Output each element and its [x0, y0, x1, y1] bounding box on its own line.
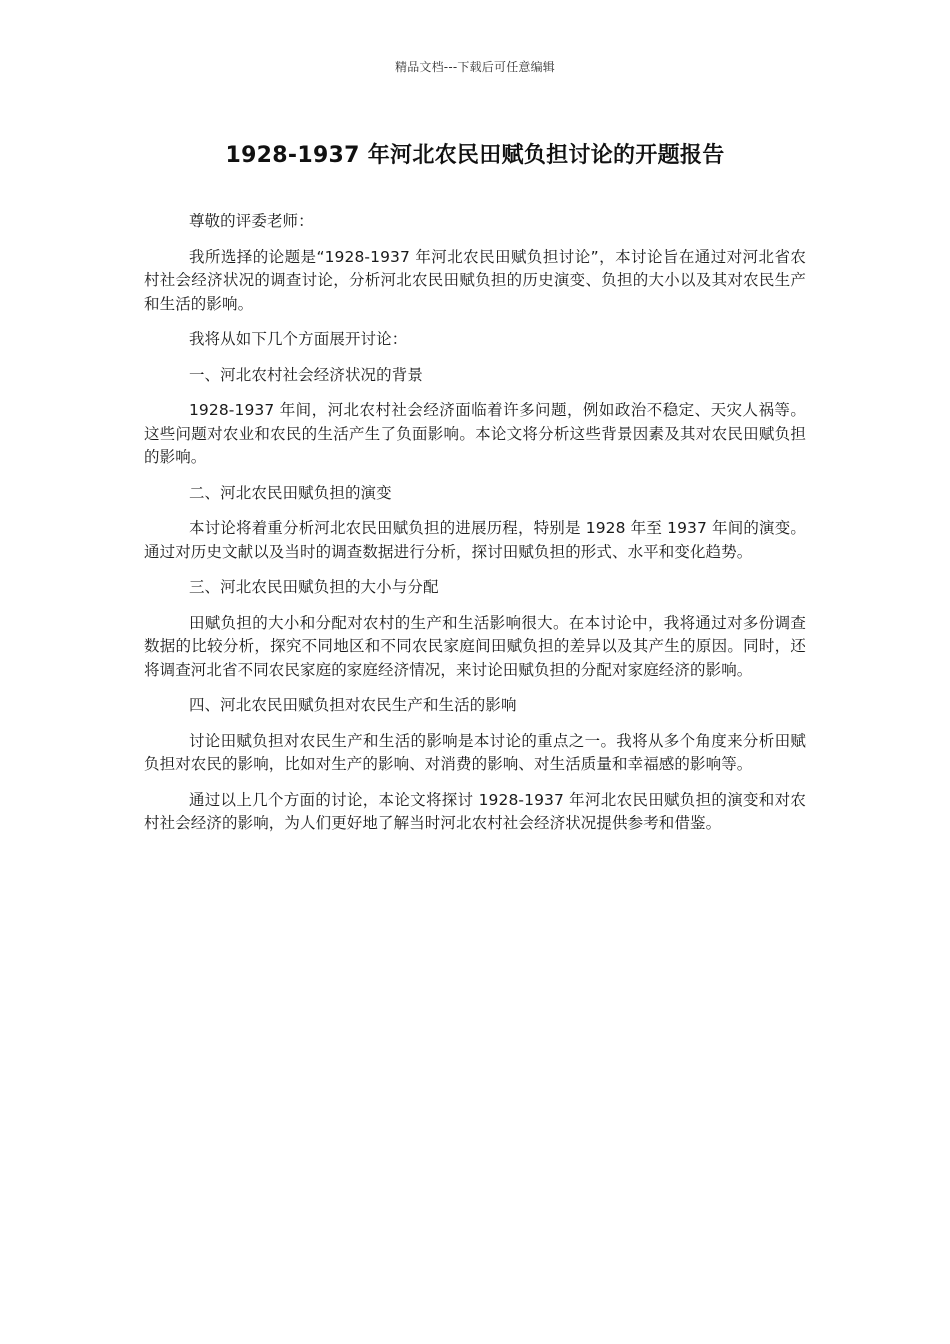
salutation: 尊敬的评委老师： [188, 212, 314, 230]
document-title: 1928-1937 年河北农民田赋负担讨论的开题报告 [225, 143, 725, 168]
section-paragraph-1: 1928-1937 年间，河北农村社会经济面临着许多问题，例如政治不稳定、天灾人祸等。这些问题对农业和农民的生活产生了负面影响。本论文将分析这些背景因素及其对农民田赋负担的影响。 [144, 401, 806, 466]
conclusion-paragraph: 通过以上几个方面的讨论，本论文将探讨 1928-1937 年河北农民田赋负担的演变和对农村社会经济的影响，为人们更好地了解当时河北农村社会经济状况提供参考和借鉴。 [144, 790, 806, 832]
document-body [144, 210, 806, 848]
section-heading-3: 三、河北农民田赋负担的大小与分配 [188, 578, 439, 596]
section-paragraph-2: 本讨论将着重分析河北农民田赋负担的进展历程，特别是 1928 年至 1937 年间的演变。通过对历史文献以及当时的调查数据进行分析，探讨田赋负担的形式、水平和变化趋势。 [144, 519, 806, 561]
intro-paragraph: 我所选择的论题是“1928-1937 年河北农民田赋负担讨论”，本讨论旨在通过对河北省农村社会经济状况的调查讨论，分析河北农民田赋负担的历史演变、负担的大小以及其对农民生产和生活的影响。 [144, 247, 806, 313]
section-heading-4: 四、河北农民田赋负担对农民生产和生活的影响 [188, 696, 517, 714]
section-heading-1: 一、河北农村社会经济状况的背景 [188, 365, 423, 384]
outline-intro: 我将从如下几个方面展开讨论： [188, 330, 408, 348]
section-paragraph-3: 田赋负担的大小和分配对农村的生产和生活影响很大。在本讨论中，我将通过对多份调查数据的比较分析，探究不同地区和不同农民家庭间田赋负担的差异以及其产生的原因。同时，还将调查河北省不同农民家庭的家庭经济情况，来讨论田赋负担的分配对家庭经济的影响。 [144, 613, 806, 679]
header-note: 精品文档---下载后可任意编辑 [395, 60, 555, 74]
section-paragraph-4: 讨论田赋负担对农民生产和生活的影响是本讨论的重点之一。我将从多个角度来分析田赋负担对农民的影响，比如对生产的影响、对消费的影响、对生活质量和幸福感的影响等。 [144, 731, 806, 773]
section-heading-2: 二、河北农民田赋负担的演变 [188, 483, 392, 502]
